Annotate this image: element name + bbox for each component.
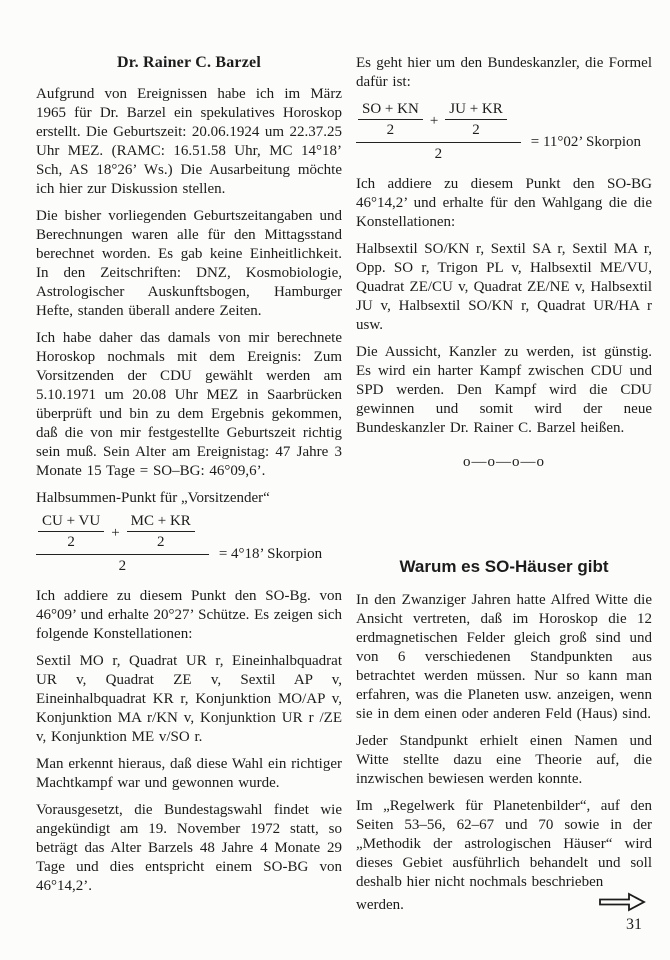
small-fraction bbox=[358, 100, 423, 139]
last-line-text: werden. bbox=[356, 896, 404, 913]
halfsum-label: Halbsummen-Punkt für „Vorsitzender“ bbox=[36, 490, 270, 506]
paragraph: Es geht hier um den Bundeskanzler, die Formel dafür ist: bbox=[356, 55, 652, 90]
paragraph: Die Aussicht, Kanzler zu werden, ist günstig. Es wird ein harter Kampf zwischen CDU und SPD werden. Den Kampf wird die CDU gewinnen und somit wird der neue Bundeskanzler Dr. Rainer C. Barzel heißen. bbox=[356, 344, 652, 436]
small-fraction bbox=[38, 512, 104, 551]
article-title: Dr. Rainer C. Barzel bbox=[117, 54, 261, 71]
fraction-top: SO + KN bbox=[358, 100, 423, 120]
section-separator: o—o—o—o bbox=[463, 454, 545, 470]
paragraph: Im „Regelwerk für Planetenbilder“, auf den Seiten 53–56, 62–67 und 70 sowie in der „Methodik der astrologischen Häuser“ wird dieses Gebiet ausführlich behandelt und soll deshalb hier nicht nochmals beschrieben bbox=[356, 798, 652, 890]
fraction-denominator: 2 bbox=[118, 558, 127, 574]
paragraph-last-line bbox=[356, 892, 652, 918]
fraction-numerator bbox=[36, 512, 209, 555]
halfsum-formula bbox=[36, 512, 342, 575]
paragraph: Jeder Standpunkt erhielt einen Namen und Witte stellte dazu eine Theorie auf, die inzwischen bewiesen werden konnte. bbox=[356, 733, 652, 787]
plus-sign: + bbox=[429, 113, 439, 129]
right-column bbox=[356, 54, 652, 918]
left-column bbox=[36, 54, 342, 918]
paragraph: Ich addiere zu diesem Punkt den SO-Bg. von 46°09’ und erhalte 20°27’ Schütze. Es zeigen sich folgende Konstellationen: bbox=[36, 588, 342, 642]
paragraph: Halbsextil SO/KN r, Sextil SA r, Sextil MA r, Opp. SO r, Trigon PL v, Halbsextil ME/VU, Quadrat ZE/CU v, Quadrat ZE/NE v, Halbsextil JU v, Halbsextil SO/KN r, Quadrat UR/HA r usw. bbox=[356, 241, 652, 333]
big-fraction bbox=[356, 100, 521, 163]
formula-result: = 4°18’ Skorpion bbox=[218, 546, 323, 562]
fraction-numerator bbox=[356, 100, 521, 143]
paragraph: In den Zwanziger Jahren hatte Alfred Witte die Ansicht vertreten, daß im Horoskop die 12 erdmagnetischen Felder gleich groß sind und von 6 verschiedenen Standpunkten aus betrachtet werden müssen. Nur so kann man erfahren, was die Planeten usw. anzeigen, wenn sie in dem einen oder anderen Feld (Haus) sind. bbox=[356, 592, 652, 722]
section-heading: Warum es SO-Häuser gibt bbox=[399, 557, 609, 576]
arrow-right-icon bbox=[598, 892, 646, 918]
paragraph: Aufgrund von Ereignissen habe ich im März 1965 für Dr. Barzel ein spekulatives Horoskop erstellt. Die Geburtszeit: 20.06.1924 um 22.37.25 Uhr MEZ. (RAMC: 16.51.58 Uhr, MC 14°18’ Sch, AS 18°26’ Ws.) Die Ausarbeitung möchte ich hier zur Diskussion stellen. bbox=[36, 86, 342, 197]
paragraph: Sextil MO r, Quadrat UR r, Eineinhalbquadrat UR v, Quadrat ZE v, Sextil AP v, Eineinhalbquadrat KR r, Konjunktion MO/AP v, Konjunktion MA r/KN v, Konjunktion UR r /ZE v, Konjunktion ME v/SO r. bbox=[36, 653, 342, 745]
fraction-top: JU + KR bbox=[445, 100, 506, 120]
paragraph: Die bisher vorliegenden Geburtszeitangaben und Berechnungen waren alle für den Mittagsstand berechnet worden. Es gab keine Einheitlichkeit. In den Zeitschriften: DNZ, Kosmobiologie, Astrologischer Auskunftsbogen, Hamburger Hefte, standen überall andere Zeiten. bbox=[36, 208, 342, 319]
paragraph: Ich habe daher das damals von mir berechnete Horoskop nochmals mit dem Ereignis: Zum Vorsitzenden der CDU gewählt werden am 5.10.1971 um 20.08 Uhr MEZ in Saarbrücken überprüft und bin zu dem Ergebnis gekommen, daß die von mir festgestellte Geburtszeit richtig sein muß. Sein Alter am Ereignistag: 47 Jahre 3 Monate 15 Tage = SO–BG: 46°09,6’. bbox=[36, 330, 342, 479]
plus-sign: + bbox=[111, 525, 120, 541]
fraction-bottom: 2 bbox=[386, 122, 395, 138]
small-fraction bbox=[445, 100, 506, 139]
formula-result: = 11°02’ Skorpion bbox=[530, 134, 642, 150]
chancellor-formula bbox=[356, 100, 652, 163]
paragraph: Vorausgesetzt, die Bundestagswahl findet wie angekündigt am 19. November 1972 statt, so beträgt das Alter Barzels 48 Jahre 4 Monate 29 Tage und dies entspricht einem SO-BG von 46°14,2’. bbox=[36, 802, 342, 894]
big-fraction bbox=[36, 512, 209, 575]
fraction-bottom: 2 bbox=[156, 534, 165, 550]
fraction-bottom: 2 bbox=[67, 534, 75, 550]
small-fraction bbox=[127, 512, 195, 551]
paragraph: Ich addiere zu diesem Punkt den SO-BG 46°14,2’ und erhalte für den Wahlgang die die Konstellationen: bbox=[356, 176, 652, 230]
paragraph: Man erkennt hieraus, daß diese Wahl ein richtiger Machtkampf war und gewonnen wurde. bbox=[36, 756, 342, 791]
page-number: 31 bbox=[626, 916, 642, 933]
fraction-top: MC + KR bbox=[127, 512, 195, 532]
fraction-top: CU + VU bbox=[38, 512, 104, 532]
fraction-denominator: 2 bbox=[434, 146, 443, 162]
fraction-bottom: 2 bbox=[472, 122, 480, 138]
